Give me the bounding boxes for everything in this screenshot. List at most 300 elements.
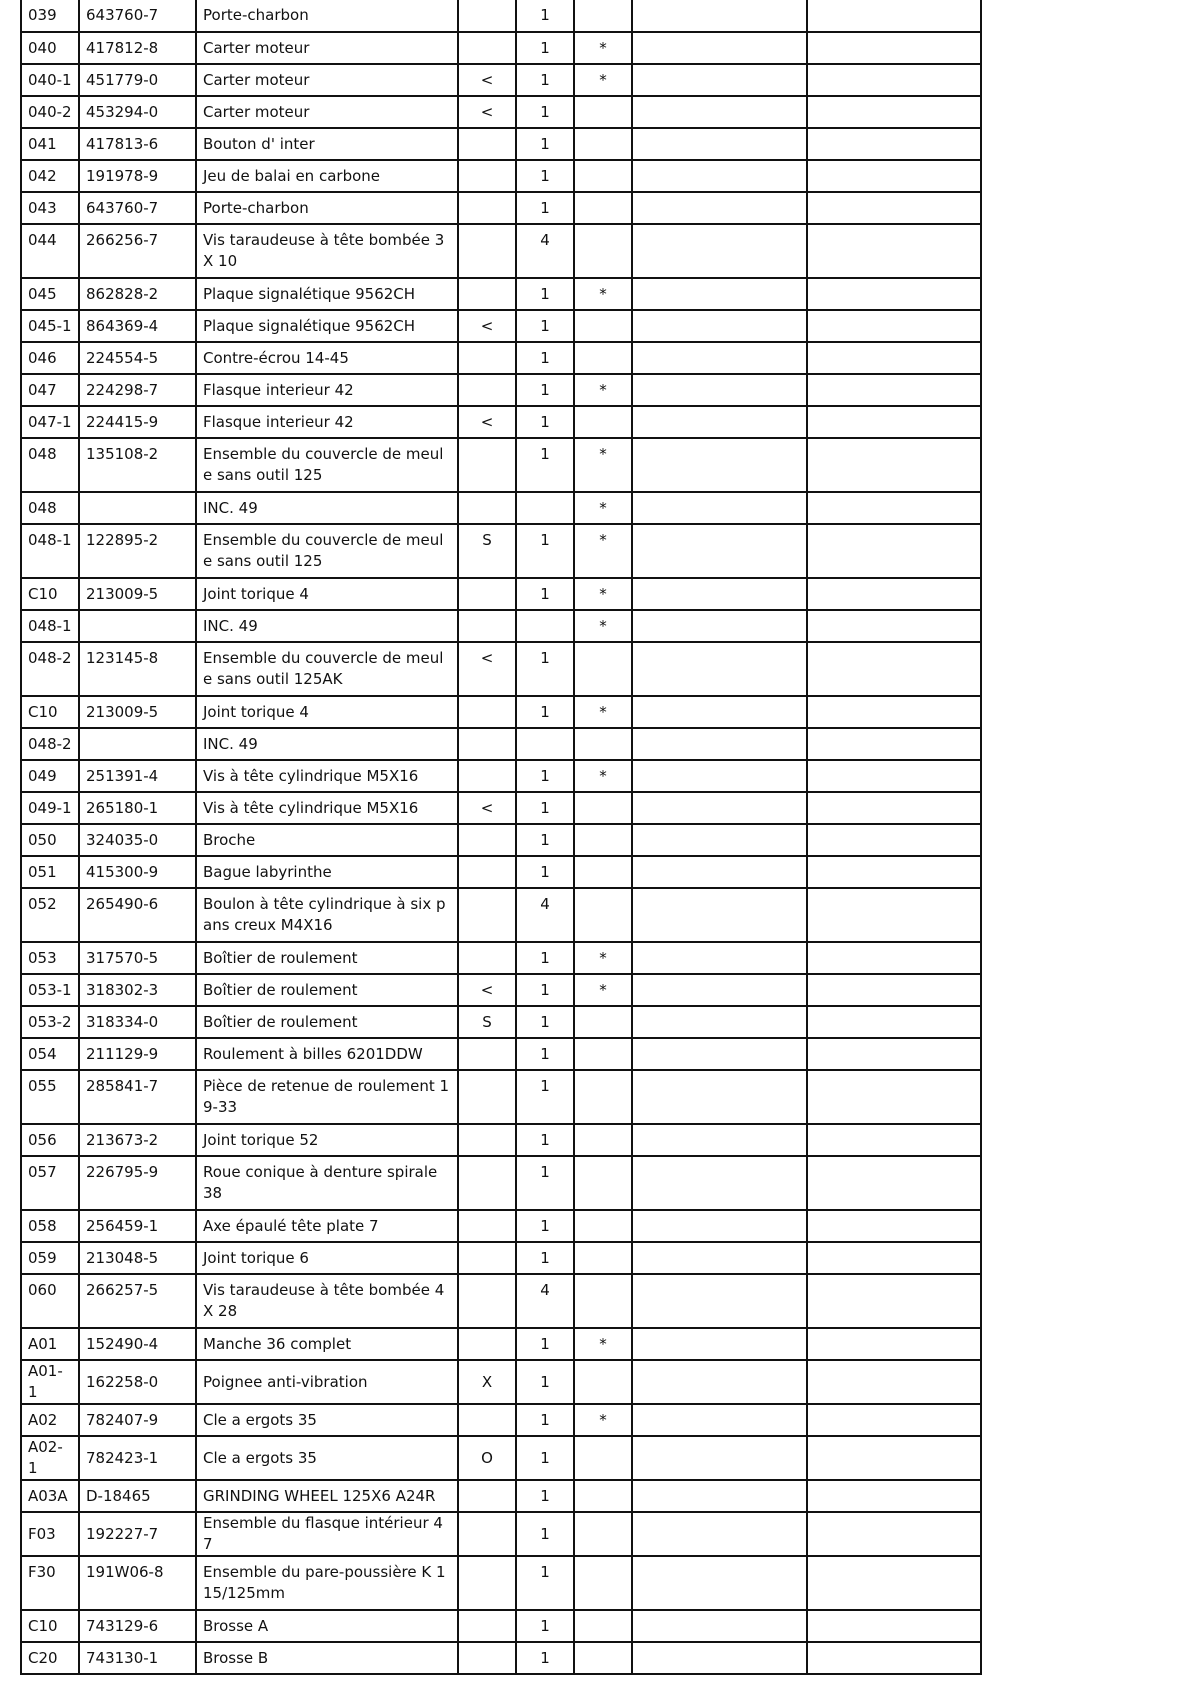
- mark-cell: [458, 224, 516, 278]
- empty-cell: [632, 1610, 807, 1642]
- mark-cell: [458, 0, 516, 32]
- mark-cell: [458, 1556, 516, 1610]
- table-row: [21, 1124, 981, 1156]
- table-row: [21, 160, 981, 192]
- part-number-cell: 317570-5: [79, 942, 196, 974]
- empty-cell: [632, 438, 807, 492]
- mark-cell: [458, 1480, 516, 1512]
- quantity-cell: 1: [516, 1404, 574, 1436]
- description-cell: Boîtier de roulement: [196, 942, 458, 974]
- description-cell: Manche 36 complet: [196, 1328, 458, 1360]
- empty-cell: [632, 888, 807, 942]
- note-cell: [574, 824, 632, 856]
- table-row: [21, 310, 981, 342]
- note-cell: [574, 642, 632, 696]
- empty-cell: [807, 1512, 981, 1556]
- empty-cell: [807, 406, 981, 438]
- description-cell: INC. 49: [196, 728, 458, 760]
- part-number-cell: 211129-9: [79, 1038, 196, 1070]
- table-row: [21, 610, 981, 642]
- quantity-cell: 1: [516, 1436, 574, 1480]
- description-cell: Bouton d' inter: [196, 128, 458, 160]
- table-row: [21, 1070, 981, 1124]
- table-row: [21, 438, 981, 492]
- part-number-cell: 318302-3: [79, 974, 196, 1006]
- item-number-cell: 057: [21, 1156, 79, 1210]
- table-row: [21, 374, 981, 406]
- part-number-cell: 324035-0: [79, 824, 196, 856]
- table-row: [21, 696, 981, 728]
- item-number-cell: 048-2: [21, 642, 79, 696]
- quantity-cell: 1: [516, 374, 574, 406]
- mark-cell: [458, 1210, 516, 1242]
- quantity-cell: [516, 610, 574, 642]
- item-number-cell: A02-1: [21, 1436, 79, 1480]
- mark-cell: <: [458, 406, 516, 438]
- quantity-cell: 1: [516, 1006, 574, 1038]
- description-cell: Porte-charbon: [196, 192, 458, 224]
- empty-cell: [807, 96, 981, 128]
- item-number-cell: 047-1: [21, 406, 79, 438]
- mark-cell: [458, 1512, 516, 1556]
- empty-cell: [632, 1642, 807, 1674]
- empty-cell: [807, 224, 981, 278]
- table-row: [21, 342, 981, 374]
- table-row: [21, 1328, 981, 1360]
- empty-cell: [807, 1404, 981, 1436]
- mark-cell: [458, 160, 516, 192]
- item-number-cell: 041: [21, 128, 79, 160]
- part-number-cell: 224554-5: [79, 342, 196, 374]
- part-number-cell: 417812-8: [79, 32, 196, 64]
- note-cell: [574, 1210, 632, 1242]
- mark-cell: [458, 1242, 516, 1274]
- description-cell: Plaque signalétique 9562CH: [196, 278, 458, 310]
- part-number-cell: 135108-2: [79, 438, 196, 492]
- table-row: [21, 278, 981, 310]
- quantity-cell: 1: [516, 96, 574, 128]
- empty-cell: [807, 728, 981, 760]
- part-number-cell: 266257-5: [79, 1274, 196, 1328]
- item-number-cell: F03: [21, 1512, 79, 1556]
- quantity-cell: 1: [516, 1038, 574, 1070]
- item-number-cell: 050: [21, 824, 79, 856]
- mark-cell: [458, 696, 516, 728]
- table-row: [21, 0, 981, 32]
- empty-cell: [807, 1124, 981, 1156]
- table-row: [21, 1242, 981, 1274]
- item-number-cell: F30: [21, 1556, 79, 1610]
- note-cell: [574, 1070, 632, 1124]
- mark-cell: [458, 824, 516, 856]
- mark-cell: <: [458, 64, 516, 96]
- quantity-cell: 1: [516, 1210, 574, 1242]
- part-number-cell: [79, 492, 196, 524]
- note-cell: *: [574, 610, 632, 642]
- note-cell: *: [574, 696, 632, 728]
- quantity-cell: 1: [516, 32, 574, 64]
- description-cell: Pièce de retenue de roulement 19-33: [196, 1070, 458, 1124]
- quantity-cell: 1: [516, 942, 574, 974]
- empty-cell: [632, 1512, 807, 1556]
- part-number-cell: 213009-5: [79, 696, 196, 728]
- empty-cell: [632, 64, 807, 96]
- empty-cell: [807, 1242, 981, 1274]
- item-number-cell: C20: [21, 1642, 79, 1674]
- description-cell: Boîtier de roulement: [196, 974, 458, 1006]
- table-row: [21, 888, 981, 942]
- table-row: [21, 64, 981, 96]
- item-number-cell: A03A: [21, 1480, 79, 1512]
- item-number-cell: C10: [21, 1610, 79, 1642]
- empty-cell: [807, 32, 981, 64]
- empty-cell: [632, 610, 807, 642]
- empty-cell: [632, 1242, 807, 1274]
- note-cell: *: [574, 492, 632, 524]
- empty-cell: [807, 1436, 981, 1480]
- description-cell: Contre-écrou 14-45: [196, 342, 458, 374]
- description-cell: Joint torique 4: [196, 578, 458, 610]
- item-number-cell: 042: [21, 160, 79, 192]
- mark-cell: <: [458, 96, 516, 128]
- mark-cell: [458, 1328, 516, 1360]
- empty-cell: [632, 728, 807, 760]
- empty-cell: [807, 64, 981, 96]
- description-cell: Ensemble du flasque intérieur 47: [196, 1512, 458, 1556]
- item-number-cell: A02: [21, 1404, 79, 1436]
- description-cell: Flasque interieur 42: [196, 374, 458, 406]
- empty-cell: [807, 1328, 981, 1360]
- part-number-cell: 123145-8: [79, 642, 196, 696]
- empty-cell: [807, 760, 981, 792]
- empty-cell: [632, 0, 807, 32]
- description-cell: Brosse A: [196, 1610, 458, 1642]
- parts-table-body: [21, 0, 981, 1674]
- mark-cell: [458, 1156, 516, 1210]
- mark-cell: X: [458, 1360, 516, 1404]
- item-number-cell: 055: [21, 1070, 79, 1124]
- quantity-cell: 1: [516, 342, 574, 374]
- item-number-cell: 044: [21, 224, 79, 278]
- note-cell: [574, 0, 632, 32]
- empty-cell: [632, 1038, 807, 1070]
- mark-cell: [458, 1610, 516, 1642]
- part-number-cell: 213048-5: [79, 1242, 196, 1274]
- description-cell: Joint torique 4: [196, 696, 458, 728]
- part-number-cell: 256459-1: [79, 1210, 196, 1242]
- description-cell: Cle a ergots 35: [196, 1404, 458, 1436]
- empty-cell: [632, 1360, 807, 1404]
- empty-cell: [807, 1274, 981, 1328]
- empty-cell: [632, 96, 807, 128]
- item-number-cell: 054: [21, 1038, 79, 1070]
- note-cell: [574, 1274, 632, 1328]
- quantity-cell: 1: [516, 792, 574, 824]
- item-number-cell: 048-1: [21, 524, 79, 578]
- empty-cell: [632, 792, 807, 824]
- table-row: [21, 1156, 981, 1210]
- item-number-cell: 053-2: [21, 1006, 79, 1038]
- item-number-cell: 046: [21, 342, 79, 374]
- mark-cell: [458, 438, 516, 492]
- quantity-cell: 1: [516, 696, 574, 728]
- item-number-cell: 048-2: [21, 728, 79, 760]
- empty-cell: [807, 310, 981, 342]
- quantity-cell: 1: [516, 760, 574, 792]
- note-cell: [574, 1436, 632, 1480]
- empty-cell: [807, 824, 981, 856]
- empty-cell: [632, 278, 807, 310]
- item-number-cell: 039: [21, 0, 79, 32]
- quantity-cell: 1: [516, 192, 574, 224]
- mark-cell: [458, 1038, 516, 1070]
- mark-cell: [458, 1404, 516, 1436]
- mark-cell: [458, 128, 516, 160]
- empty-cell: [807, 278, 981, 310]
- empty-cell: [807, 642, 981, 696]
- parts-list-sheet: [20, 0, 980, 1675]
- empty-cell: [632, 1274, 807, 1328]
- table-row: [21, 792, 981, 824]
- note-cell: [574, 406, 632, 438]
- parts-table: [20, 0, 982, 1675]
- empty-cell: [807, 342, 981, 374]
- table-row: [21, 974, 981, 1006]
- empty-cell: [807, 974, 981, 1006]
- note-cell: *: [574, 578, 632, 610]
- part-number-cell: 152490-4: [79, 1328, 196, 1360]
- table-row: [21, 728, 981, 760]
- note-cell: *: [574, 1404, 632, 1436]
- table-row: [21, 1274, 981, 1328]
- table-row: [21, 32, 981, 64]
- description-cell: GRINDING WHEEL 125X6 A24R: [196, 1480, 458, 1512]
- note-cell: [574, 888, 632, 942]
- item-number-cell: A01-1: [21, 1360, 79, 1404]
- description-cell: Ensemble du couvercle de meule sans outil 125: [196, 524, 458, 578]
- mark-cell: [458, 1070, 516, 1124]
- empty-cell: [632, 760, 807, 792]
- part-number-cell: 643760-7: [79, 0, 196, 32]
- table-row: [21, 1642, 981, 1674]
- empty-cell: [807, 374, 981, 406]
- part-number-cell: 285841-7: [79, 1070, 196, 1124]
- item-number-cell: 045: [21, 278, 79, 310]
- mark-cell: <: [458, 792, 516, 824]
- item-number-cell: C10: [21, 696, 79, 728]
- part-number-cell: 226795-9: [79, 1156, 196, 1210]
- empty-cell: [632, 1480, 807, 1512]
- description-cell: INC. 49: [196, 610, 458, 642]
- table-row: [21, 128, 981, 160]
- table-row: [21, 1404, 981, 1436]
- note-cell: [574, 1156, 632, 1210]
- item-number-cell: 040: [21, 32, 79, 64]
- part-number-cell: [79, 610, 196, 642]
- item-number-cell: 059: [21, 1242, 79, 1274]
- description-cell: Porte-charbon: [196, 0, 458, 32]
- note-cell: [574, 342, 632, 374]
- quantity-cell: 1: [516, 406, 574, 438]
- table-row: [21, 1006, 981, 1038]
- note-cell: [574, 856, 632, 888]
- description-cell: INC. 49: [196, 492, 458, 524]
- item-number-cell: A01: [21, 1328, 79, 1360]
- mark-cell: [458, 1274, 516, 1328]
- quantity-cell: 1: [516, 1328, 574, 1360]
- table-row: [21, 942, 981, 974]
- mark-cell: S: [458, 1006, 516, 1038]
- empty-cell: [807, 1480, 981, 1512]
- note-cell: *: [574, 438, 632, 492]
- note-cell: *: [574, 374, 632, 406]
- quantity-cell: 1: [516, 1480, 574, 1512]
- mark-cell: [458, 578, 516, 610]
- mark-cell: [458, 192, 516, 224]
- description-cell: Carter moteur: [196, 64, 458, 96]
- empty-cell: [632, 1210, 807, 1242]
- description-cell: Poignee anti-vibration: [196, 1360, 458, 1404]
- table-row: [21, 406, 981, 438]
- quantity-cell: 1: [516, 1124, 574, 1156]
- description-cell: Bague labyrinthe: [196, 856, 458, 888]
- part-number-cell: 318334-0: [79, 1006, 196, 1038]
- mark-cell: [458, 342, 516, 374]
- note-cell: [574, 1124, 632, 1156]
- mark-cell: [458, 760, 516, 792]
- note-cell: [574, 160, 632, 192]
- item-number-cell: 058: [21, 1210, 79, 1242]
- description-cell: Joint torique 6: [196, 1242, 458, 1274]
- note-cell: [574, 728, 632, 760]
- empty-cell: [632, 824, 807, 856]
- description-cell: Vis à tête cylindrique M5X16: [196, 792, 458, 824]
- item-number-cell: 053-1: [21, 974, 79, 1006]
- empty-cell: [632, 942, 807, 974]
- item-number-cell: 052: [21, 888, 79, 942]
- item-number-cell: 045-1: [21, 310, 79, 342]
- mark-cell: <: [458, 310, 516, 342]
- empty-cell: [807, 492, 981, 524]
- table-row: [21, 1556, 981, 1610]
- description-cell: Jeu de balai en carbone: [196, 160, 458, 192]
- quantity-cell: 1: [516, 438, 574, 492]
- empty-cell: [632, 492, 807, 524]
- quantity-cell: 1: [516, 278, 574, 310]
- empty-cell: [632, 374, 807, 406]
- part-number-cell: 415300-9: [79, 856, 196, 888]
- part-number-cell: 743130-1: [79, 1642, 196, 1674]
- part-number-cell: 224415-9: [79, 406, 196, 438]
- quantity-cell: 1: [516, 1070, 574, 1124]
- note-cell: *: [574, 64, 632, 96]
- quantity-cell: 1: [516, 1360, 574, 1404]
- part-number-cell: 213009-5: [79, 578, 196, 610]
- empty-cell: [807, 1038, 981, 1070]
- table-row: [21, 856, 981, 888]
- empty-cell: [807, 438, 981, 492]
- mark-cell: [458, 728, 516, 760]
- part-number-cell: 266256-7: [79, 224, 196, 278]
- mark-cell: [458, 32, 516, 64]
- empty-cell: [632, 856, 807, 888]
- description-cell: Ensemble du couvercle de meule sans outil 125: [196, 438, 458, 492]
- note-cell: [574, 310, 632, 342]
- table-row: [21, 96, 981, 128]
- description-cell: Brosse B: [196, 1642, 458, 1674]
- description-cell: Flasque interieur 42: [196, 406, 458, 438]
- description-cell: Axe épaulé tête plate 7: [196, 1210, 458, 1242]
- item-number-cell: 043: [21, 192, 79, 224]
- note-cell: [574, 1642, 632, 1674]
- quantity-cell: 1: [516, 1642, 574, 1674]
- quantity-cell: 1: [516, 310, 574, 342]
- description-cell: Boulon à tête cylindrique à six pans creux M4X16: [196, 888, 458, 942]
- mark-cell: [458, 492, 516, 524]
- item-number-cell: 056: [21, 1124, 79, 1156]
- empty-cell: [632, 1156, 807, 1210]
- item-number-cell: 053: [21, 942, 79, 974]
- quantity-cell: 1: [516, 578, 574, 610]
- empty-cell: [632, 128, 807, 160]
- description-cell: Vis taraudeuse à tête bombée 4X 28: [196, 1274, 458, 1328]
- part-number-cell: 192227-7: [79, 1512, 196, 1556]
- table-row: [21, 492, 981, 524]
- note-cell: [574, 1006, 632, 1038]
- empty-cell: [807, 942, 981, 974]
- table-row: [21, 1210, 981, 1242]
- empty-cell: [632, 1436, 807, 1480]
- mark-cell: <: [458, 642, 516, 696]
- note-cell: *: [574, 1328, 632, 1360]
- part-number-cell: 643760-7: [79, 192, 196, 224]
- quantity-cell: [516, 728, 574, 760]
- note-cell: [574, 1610, 632, 1642]
- mark-cell: [458, 278, 516, 310]
- table-row: [21, 1038, 981, 1070]
- empty-cell: [632, 1404, 807, 1436]
- quantity-cell: 1: [516, 160, 574, 192]
- item-number-cell: 040-1: [21, 64, 79, 96]
- note-cell: *: [574, 278, 632, 310]
- part-number-cell: 213673-2: [79, 1124, 196, 1156]
- quantity-cell: 1: [516, 64, 574, 96]
- table-row: [21, 1512, 981, 1556]
- part-number-cell: 122895-2: [79, 524, 196, 578]
- quantity-cell: 1: [516, 974, 574, 1006]
- empty-cell: [632, 224, 807, 278]
- empty-cell: [632, 974, 807, 1006]
- part-number-cell: 453294-0: [79, 96, 196, 128]
- quantity-cell: 1: [516, 1556, 574, 1610]
- empty-cell: [632, 642, 807, 696]
- empty-cell: [632, 192, 807, 224]
- mark-cell: [458, 374, 516, 406]
- table-row: [21, 1360, 981, 1404]
- empty-cell: [632, 342, 807, 374]
- note-cell: *: [574, 942, 632, 974]
- table-row: [21, 824, 981, 856]
- table-row: [21, 1480, 981, 1512]
- quantity-cell: 1: [516, 824, 574, 856]
- part-number-cell: 162258-0: [79, 1360, 196, 1404]
- note-cell: [574, 128, 632, 160]
- quantity-cell: [516, 492, 574, 524]
- description-cell: Boîtier de roulement: [196, 1006, 458, 1038]
- item-number-cell: 060: [21, 1274, 79, 1328]
- empty-cell: [807, 128, 981, 160]
- empty-cell: [632, 406, 807, 438]
